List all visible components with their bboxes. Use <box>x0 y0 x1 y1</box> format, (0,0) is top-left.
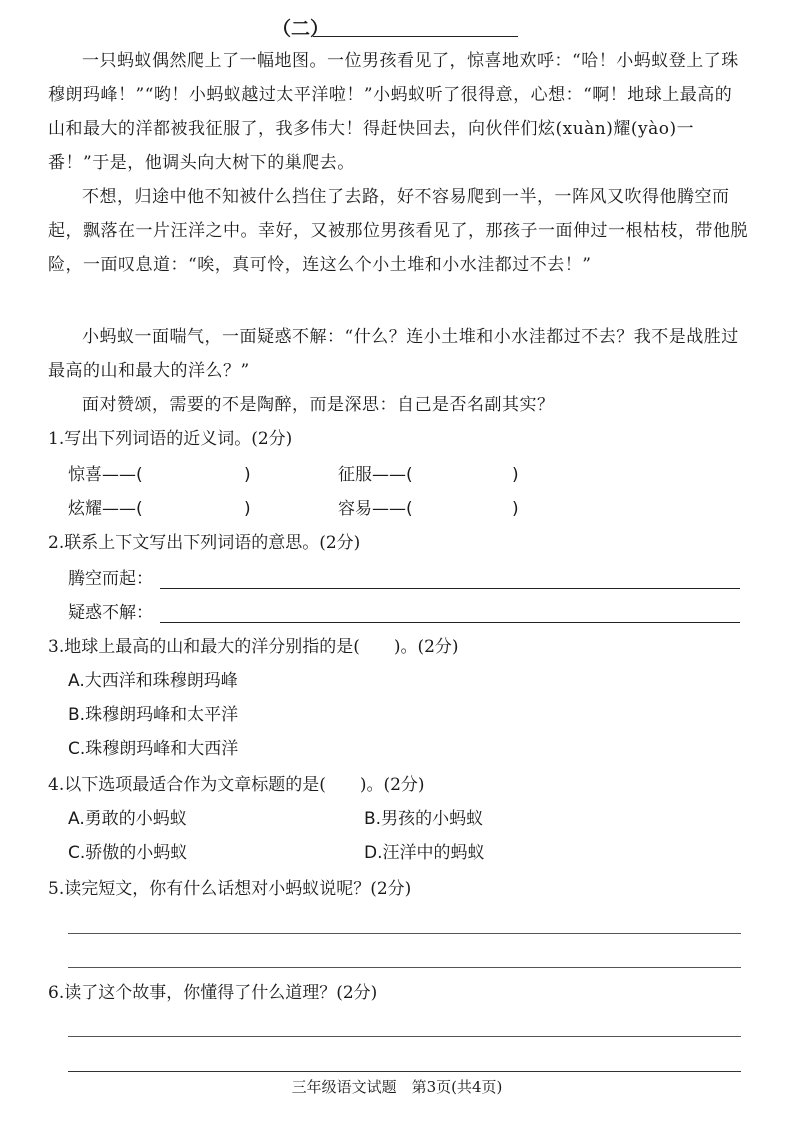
question-6-prompt: 6.读了这个故事，你懂得了什么道理？(2分) <box>48 983 378 1003</box>
section-title: （二） <box>272 18 330 40</box>
passage-paragraph-2: 不想，归途中他不知被什么挡住了去路，好不容易爬到一半，一阵风又吹得他腾空而起，飘落在一片汪洋之中。幸好，又被那位男孩看见了，那孩子一面伸过一根枯枝，带他脱险，一面叹息道：“唉，真可怜，连这么个小土堆和小水洼都过不去！” <box>48 187 748 275</box>
q1-pair-3-label: 炫耀——( <box>68 499 143 519</box>
q3-option-b[interactable]: B.珠穆朗玛峰和太平洋 <box>68 705 239 725</box>
q6-answer-line-1[interactable] <box>68 1036 741 1037</box>
question-4-prompt: 4.以下选项最适合作为文章标题的是( )。(2分) <box>48 775 425 795</box>
q1-pair-3-close: ) <box>244 499 251 519</box>
q3-option-c[interactable]: C.珠穆朗玛峰和大西洋 <box>68 739 239 759</box>
q1-pair-4-close: ) <box>512 499 519 519</box>
q4-option-d[interactable]: D.汪洋中的蚂蚁 <box>364 843 485 863</box>
q2-item-1-label: 腾空而起： <box>68 569 153 589</box>
q1-pair-2-label: 征服——( <box>338 465 413 485</box>
q2-item-2-label: 疑惑不解： <box>68 603 153 623</box>
q4-option-b[interactable]: B.男孩的小蚂蚁 <box>364 809 484 829</box>
q3-option-a[interactable]: A.大西洋和珠穆朗玛峰 <box>68 671 238 691</box>
passage-paragraph-1: 一只蚂蚁偶然爬上了一幅地图。一位男孩看见了，惊喜地欢呼：“哈！小蚂蚁登上了珠穆朗玛峰！”“哟！小蚂蚁越过太平洋啦！”小蚂蚁听了很得意，心想：“啊！地球上最高的山和最大的洋都被我征服了，我多伟大！得赶快回去，向伙伴们炫(xuàn)耀(yào)一番！”于是，他调头向大树下的巢爬去。 <box>48 51 739 173</box>
question-3-prompt: 3.地球上最高的山和最大的洋分别指的是( )。(2分) <box>48 637 459 657</box>
question-2-prompt: 2.联系上下文写出下列词语的意思。(2分) <box>48 533 361 553</box>
section-title-blank[interactable] <box>313 36 518 37</box>
q1-pair-2-close: ) <box>512 465 519 485</box>
q1-pair-1-close: ) <box>244 465 251 485</box>
question-5-prompt: 5.读完短文，你有什么话想对小蚂蚁说呢？(2分) <box>48 879 412 899</box>
passage-paragraph-3: 小蚂蚁一面喘气，一面疑惑不解：“什么？连小土堆和小水洼都过不去？我不是战胜过最高的山和最大的洋么？” <box>48 327 739 381</box>
q2-item-1-answer-line[interactable] <box>160 588 740 589</box>
footer-divider <box>68 1071 741 1072</box>
q2-item-2-answer-line[interactable] <box>160 622 740 623</box>
page-footer: 三年级语文试题 第3页(共4页) <box>291 1078 503 1096</box>
q1-pair-1-label: 惊喜——( <box>68 465 143 485</box>
q5-answer-line-1[interactable] <box>68 933 741 934</box>
q5-answer-line-2[interactable] <box>68 967 741 968</box>
q4-option-c[interactable]: C.骄傲的小蚂蚁 <box>68 843 188 863</box>
q4-option-a[interactable]: A.勇敢的小蚂蚁 <box>68 809 187 829</box>
question-1-prompt: 1.写出下列词语的近义词。(2分) <box>48 429 293 449</box>
q1-pair-4-label: 容易——( <box>338 499 413 519</box>
passage-paragraph-4: 面对赞颂，需要的不是陶醉，而是深思：自己是否名副其实？ <box>82 395 555 415</box>
